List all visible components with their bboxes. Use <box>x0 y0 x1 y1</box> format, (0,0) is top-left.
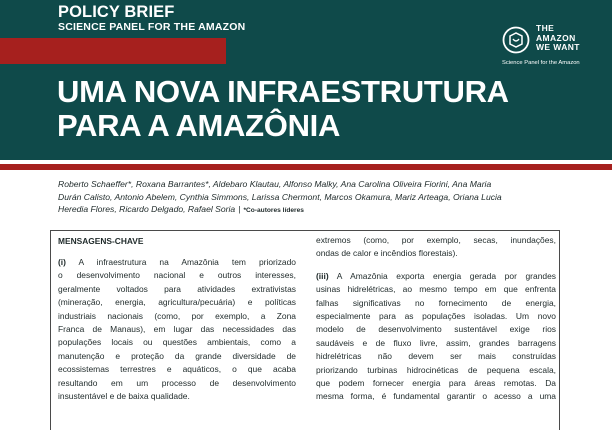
paragraph-line <box>58 256 296 269</box>
paragraph-line-text: manutenção e proteção da grande diversidade de <box>58 350 296 361</box>
paragraph-line <box>58 390 296 403</box>
divider-red <box>0 164 612 170</box>
paragraph-line-text: modelo de desenvolvimento sustentável exige rios <box>316 324 556 335</box>
paragraph-line-text: geralmente voltados para atividades extrativistas <box>58 283 296 294</box>
paragraph-line <box>316 310 556 323</box>
paragraph-line <box>58 323 296 336</box>
paragraph-line <box>316 350 556 363</box>
paragraph-line <box>316 270 556 283</box>
policy-brief-badge <box>0 38 226 64</box>
paragraph-line <box>58 310 296 323</box>
paragraph-line <box>58 363 296 376</box>
paragraph-gap <box>316 261 556 270</box>
paragraph-line-text: ondas de calor e incêndios florestais). <box>316 248 458 259</box>
logo-wordmark <box>536 24 580 53</box>
paragraph-line-text: o desenvolvimento nacional e outros interesses, <box>58 270 296 281</box>
paragraph-line-text: extremos (como, por exemplo, secas, inundações, <box>316 235 556 245</box>
series-label: SCIENCE PANEL FOR THE AMAZON <box>58 21 246 33</box>
amazon-we-want-logo-icon <box>502 25 530 55</box>
paragraph-line <box>316 297 556 310</box>
paragraph-line <box>58 350 296 363</box>
logo-subtitle: Science Panel for the Amazon <box>502 60 580 66</box>
authors-line-2: Durán Calisto, Antonio Abelem, Cynthia Simmons, Larissa Chermont, Marcos Okamura, Mariz Arteaga, Oriana Lucia <box>58 191 502 202</box>
paragraph-line <box>316 247 556 260</box>
paragraph-line <box>58 269 296 282</box>
paragraph-line-text: usinas hidrelétricas, ao mesmo tempo em que enfrenta <box>316 284 556 295</box>
paragraph-line-text: que podem fornecer energia para áreas remotas. Da <box>316 378 556 389</box>
logo-line-2: AMAZON <box>536 32 576 43</box>
paragraph-line <box>316 377 556 390</box>
co-authors-note: *Co-autores líderes <box>243 207 304 214</box>
paragraph-line-text: Franca de Manaus), em lugar das necessidades das <box>58 324 296 335</box>
page-title <box>57 75 557 143</box>
paragraph-line-text: A Amazônia exporta energia gerada por grandes <box>328 270 556 281</box>
paragraph-line-text: populações locais ou questões ambientais, como a <box>58 337 296 348</box>
paragraph-line <box>316 323 556 336</box>
paragraph-line-text: falhas significativas no fornecimento de energia, <box>316 297 556 308</box>
paragraph-line <box>58 336 296 349</box>
authors-line-1: Roberto Schaeffer*, Roxana Barrantes*, Aldebaro Klautau, Alfonso Malky, Ana Carolina Oliveira Fiorini, Ana Maria <box>58 179 492 189</box>
message-number: (i) <box>58 257 66 267</box>
paragraph-line-text: resultando em um processo de desenvolvimento <box>58 377 296 388</box>
message-number: (iii) <box>316 270 329 281</box>
paragraph-line-text: insustentável e de baixa qualidade. <box>58 391 190 402</box>
paragraph-line-text: (mineração, energia, agricultura/pecuária) e políticas <box>58 297 296 308</box>
logo-line-1: THE <box>536 23 555 33</box>
paragraph-line <box>316 234 556 247</box>
paragraph-line <box>58 296 296 309</box>
paragraph-line-text: A infraestrutura na Amazônia tem priorizado <box>65 257 296 267</box>
logo-line-3: WE WANT <box>536 42 580 52</box>
paragraph-line-text: hidrelétricas não devem ser mais construídas <box>316 351 556 362</box>
paragraph-line <box>58 377 296 390</box>
title-line-1: UMA NOVA INFRAESTRUTURA <box>57 74 509 109</box>
paragraph-line <box>316 283 556 296</box>
paragraph-line-text: saudáveis e de fluxo livre, assim, grandes barragens <box>316 337 556 348</box>
policy-brief-label: POLICY BRIEF <box>58 3 175 21</box>
authors-line-3 <box>58 203 558 218</box>
authors-list <box>58 178 558 218</box>
paragraph-line <box>316 364 556 377</box>
paragraph-line-text: especialmente para as populações isoladas. Um novo <box>316 311 556 322</box>
paragraph-line <box>316 337 556 350</box>
key-messages-column-2 <box>316 234 556 404</box>
paragraph-line-text: ecossistemas terrestres e aquáticos, o que acaba <box>58 364 296 375</box>
authors-line-3-text: Heredia Flores, Ricardo Delgado, Rafael Soria <box>58 204 236 214</box>
title-line-2: PARA A AMAZÔNIA <box>57 108 341 143</box>
key-messages-column-1 <box>58 256 296 403</box>
paragraph-line <box>316 390 556 403</box>
paragraph-line-text: mesma forma, é fundamental garantir o acesso a uma <box>316 391 556 402</box>
paragraph-line-text: priorizando turbinas hidrocinéticas de pequena escala, <box>316 364 556 375</box>
key-messages-title: MENSAGENS-CHAVE <box>58 236 144 246</box>
paragraph-line <box>58 283 296 296</box>
paragraph-line-text: industriais nacionais (como, por exemplo, a Zona <box>58 310 296 321</box>
authors-separator: | <box>238 204 241 214</box>
